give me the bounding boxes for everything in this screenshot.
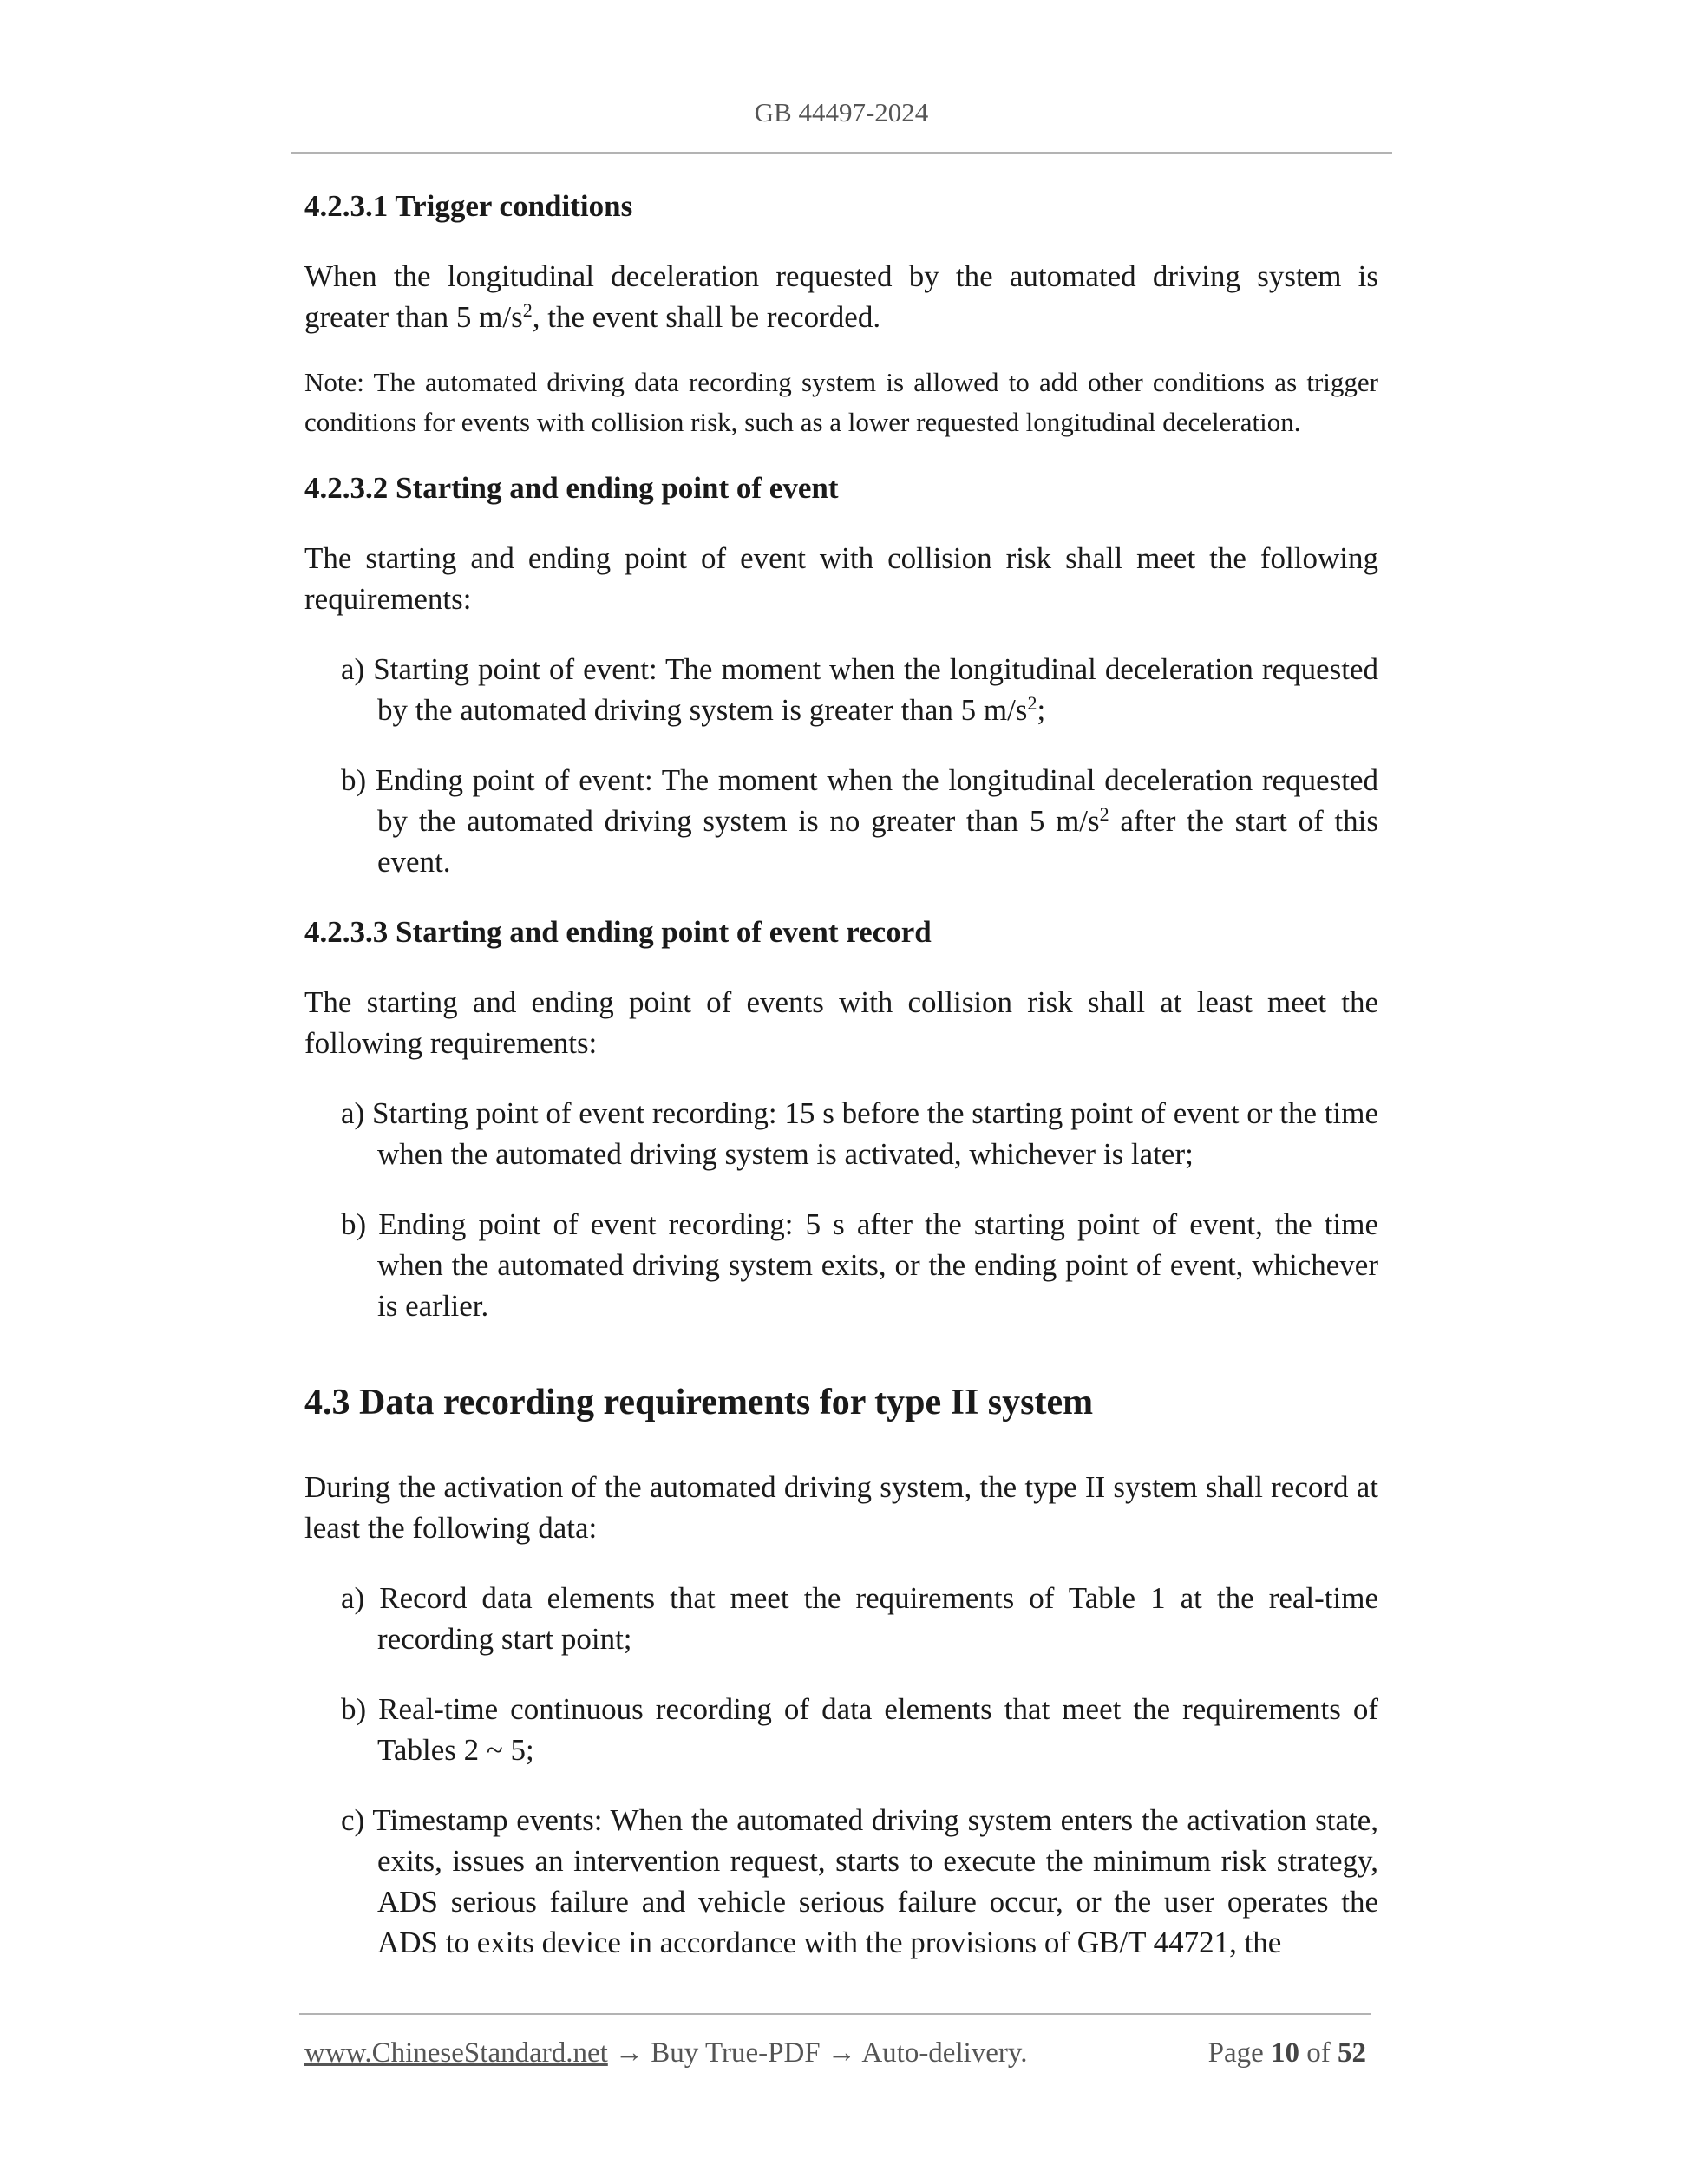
list-marker: a) bbox=[341, 1096, 365, 1130]
of-label: of bbox=[1306, 2037, 1331, 2069]
page-label: Page bbox=[1207, 2037, 1264, 2069]
paragraph-4232-intro: The starting and ending point of event with collision risk shall meet the following requirements: bbox=[304, 541, 1378, 616]
text: Starting point of event recording: 15 s before the starting point of event or the time when the automated driving system is activated, whichever is later; bbox=[371, 1096, 1378, 1171]
paragraph-trigger bbox=[304, 256, 1378, 337]
text: Real-time continuous recording of data elements that meet the requirements of Tables 2 ~ 5; bbox=[377, 1692, 1378, 1767]
paragraph-4233-intro: The starting and ending point of events with collision risk shall at least meet the following requirements: bbox=[304, 985, 1378, 1060]
heading-4231: 4.2.3.1 Trigger conditions bbox=[304, 189, 633, 223]
list-item bbox=[341, 760, 1378, 882]
list-marker: b) bbox=[341, 763, 367, 797]
footer-promo bbox=[304, 2034, 1028, 2072]
text: ; bbox=[1037, 693, 1046, 727]
auto-delivery-text: Auto-delivery. bbox=[861, 2037, 1028, 2069]
total-pages: 52 bbox=[1338, 2037, 1366, 2069]
page-content bbox=[304, 186, 1378, 1963]
text: after the start of this event. bbox=[377, 804, 1378, 879]
superscript: 2 bbox=[1099, 803, 1109, 825]
list-marker: c) bbox=[341, 1803, 365, 1837]
text: Ending point of event: The moment when the longitudinal deceleration requested by the automated driving system is no greater than 5 m/s bbox=[375, 763, 1379, 838]
list-marker: a) bbox=[341, 1581, 365, 1615]
superscript: 2 bbox=[522, 299, 533, 321]
page-footer bbox=[304, 2034, 1371, 2072]
website-link[interactable]: www.ChineseStandard.net bbox=[304, 2037, 608, 2069]
list-item bbox=[341, 1689, 1378, 1770]
list-item bbox=[341, 1578, 1378, 1659]
list-item bbox=[341, 1093, 1378, 1174]
list-marker: b) bbox=[341, 1692, 367, 1726]
header-title: GB 44497-2024 bbox=[754, 97, 929, 128]
arrow-right-icon: → bbox=[827, 2037, 856, 2069]
text: Ending point of event recording: 5 s after the starting point of event, the time when the automated driving system exits, or the ending point of event, whichever is earlier. bbox=[377, 1207, 1379, 1323]
text: When the longitudinal deceleration requested by the automated driving system is greater than 5 m/s bbox=[304, 259, 1378, 334]
list-marker: b) bbox=[341, 1207, 367, 1241]
text: Record data elements that meet the requirements of Table 1 at the real-time recording start point; bbox=[377, 1581, 1379, 1656]
text: Starting point of event: The moment when the longitudinal deceleration requested by the automated driving system is greater than 5 m/s bbox=[373, 652, 1378, 727]
list-marker: a) bbox=[341, 652, 365, 686]
text: Timestamp events: When the automated driving system enters the activation state, exits, issues an intervention request, starts to execute the minimum risk strategy, ADS serious failure and vehicle serious failure occur, or the user operates the ADS to exits device in accordance with the provisions of GB/T 44721, the bbox=[372, 1803, 1379, 1959]
list-item bbox=[341, 649, 1378, 730]
note-paragraph: Note: The automated driving data recording system is allowed to add other conditions as trigger conditions for events with collision risk, such as a lower requested longitudinal deceleration. bbox=[304, 367, 1378, 437]
list-item bbox=[341, 1204, 1378, 1326]
footer-divider bbox=[299, 2013, 1371, 2015]
header-divider bbox=[291, 152, 1392, 154]
paragraph-43-intro: During the activation of the automated driving system, the type II system shall record at least the following data: bbox=[304, 1470, 1378, 1545]
heading-4232: 4.2.3.2 Starting and ending point of event bbox=[304, 471, 839, 505]
arrow-right-icon: → bbox=[615, 2037, 644, 2069]
page-number bbox=[1208, 2034, 1366, 2072]
heading-4233: 4.2.3.3 Starting and ending point of event record bbox=[304, 915, 932, 949]
list-item bbox=[341, 1800, 1378, 1963]
text: , the event shall be recorded. bbox=[532, 300, 881, 334]
current-page: 10 bbox=[1271, 2037, 1299, 2069]
heading-43: 4.3 Data recording requirements for type II system bbox=[304, 1383, 1094, 1422]
superscript: 2 bbox=[1027, 692, 1037, 714]
buy-pdf-text: Buy True-PDF bbox=[651, 2037, 821, 2069]
